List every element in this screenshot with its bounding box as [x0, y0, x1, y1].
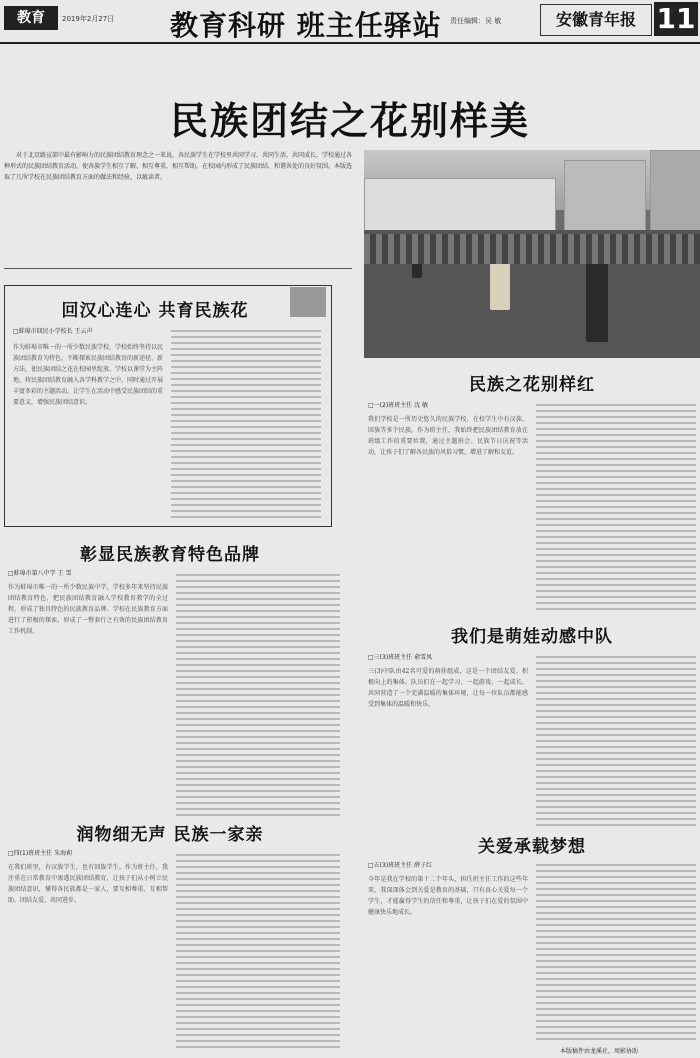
article-byline: □一(2)班班主任 沈 敏	[368, 402, 428, 409]
photo-building	[364, 178, 556, 236]
article-body-continued	[536, 860, 696, 1040]
page-number: 11	[654, 2, 698, 36]
article-body: 我们学校是一所历史悠久的民族学校，在校学生中有汉族、回族等多个民族。作为班主任，我始终把民族团结教育放在班级工作的重要位置，通过主题班会、民族节日庆祝等活动，让孩子们了解各民族的风俗习惯，增进了解和友谊。	[368, 416, 528, 456]
article-body: 作为蚌埠市唯一的一所少数民族中学，学校多年来坚持民族团结教育特色，把民族团结教育融入学校教育教学的全过程，形成了独具特色的民族教育品牌。学校在民族教育方面进行了积极的探索，形成了一整套行之有效的民族团结教育工作机制。	[8, 584, 168, 635]
article-thumbnail	[290, 287, 326, 317]
article-body-continued	[536, 400, 696, 612]
header-divider	[0, 42, 700, 44]
article-body: 今年是我在学校的第十二个年头，担任班主任工作的这些年来，我深深体会到关爱是教育的基础，只有真心关爱每一个学生，才能赢得学生的信任和尊重，让孩子们在爱的氛围中健康快乐地成长。	[368, 876, 528, 916]
photo-building	[650, 150, 700, 236]
article-title: 润物细无声 民族一家亲	[76, 825, 264, 845]
column-name: 教育科研 班主任驿站	[170, 9, 442, 42]
newspaper-name: 安徽青年报	[540, 4, 652, 36]
article-body-continued	[536, 652, 696, 828]
article-title: 回汉心连心 共育民族花	[61, 301, 249, 321]
article-byline: □五(3)班班主任 薛子红	[368, 862, 433, 869]
event-photo	[364, 150, 700, 358]
article-body: 在我们班里，有汉族学生，也有回族学生。作为班主任，我注重在日常教育中渗透民族团结教育，让孩子们从小树立民族团结意识，懂得各民族都是一家人，要互相尊重、互相帮助、团结友爱、共同进步。	[8, 864, 168, 904]
article-title: 彰显民族教育特色品牌	[80, 545, 260, 565]
article-body: 三(3)中队由42名可爱的萌娃组成，这是一个团结友爱、积极向上的集体。队员们在一起学习、一起游戏、一起成长，共同营造了一个充满温暖的集体环境，让每一位队员都能感受到集体的温暖和快乐。	[368, 668, 528, 708]
article-title: 民族之花别样红	[469, 375, 595, 395]
editor-credit: 责任编辑：吴 敏	[450, 17, 502, 25]
boxed-article	[4, 285, 332, 527]
article-title: 我们是萌娃动感中队	[451, 627, 613, 647]
lede-paragraph: 对于北京路宣部中最有影响力的民族团结教育理念之一来说，各民族学生在学校里共同学习、共同生活、共同成长，学校通过各种形式的民族团结教育活动，使各族学生相互了解、相互尊重、相互帮助，在校园内形成了民族团结、和谐共处的良好氛围。本版选取了几所学校在民族团结教育方面的做法和经验，以飨读者。	[4, 150, 352, 269]
article-body-continued	[171, 326, 321, 518]
article-byline: □四(1)班班主任 朱海莉	[8, 850, 73, 857]
footer-credit: 本版稿件由龙溪社，周影协助	[560, 1048, 639, 1055]
article-byline: □蚌埠市回民小学校长 王云声	[13, 328, 93, 335]
page-title: 民族团结之花别样美	[169, 98, 530, 143]
section-label: 教育	[4, 6, 58, 30]
photo-building	[564, 160, 646, 236]
issue-date: 2019年2月27日	[62, 15, 115, 23]
photo-crowd	[364, 234, 700, 264]
article-byline: □蚌埠市第八中学 王 雪	[8, 570, 72, 577]
article-body: 作为蚌埠市唯一的一所少数民族学校，学校始终坚持以民族团结教育为特色，不断探索民族团结教育的新途径、新方法，使民族团结之花在校园里绽放。学校以课堂为主阵地，将民族团结教育融入各学科教学之中，同时通过开展丰富多彩的主题活动，让学生在活动中感受民族团结的重要意义，增强民族团结意识。	[13, 344, 163, 406]
article-byline: □三(3)班班主任 俞雪凤	[368, 654, 433, 661]
article-body-continued	[176, 850, 340, 1050]
article-body-continued	[176, 570, 340, 816]
article-title: 关爱承载梦想	[478, 837, 586, 857]
